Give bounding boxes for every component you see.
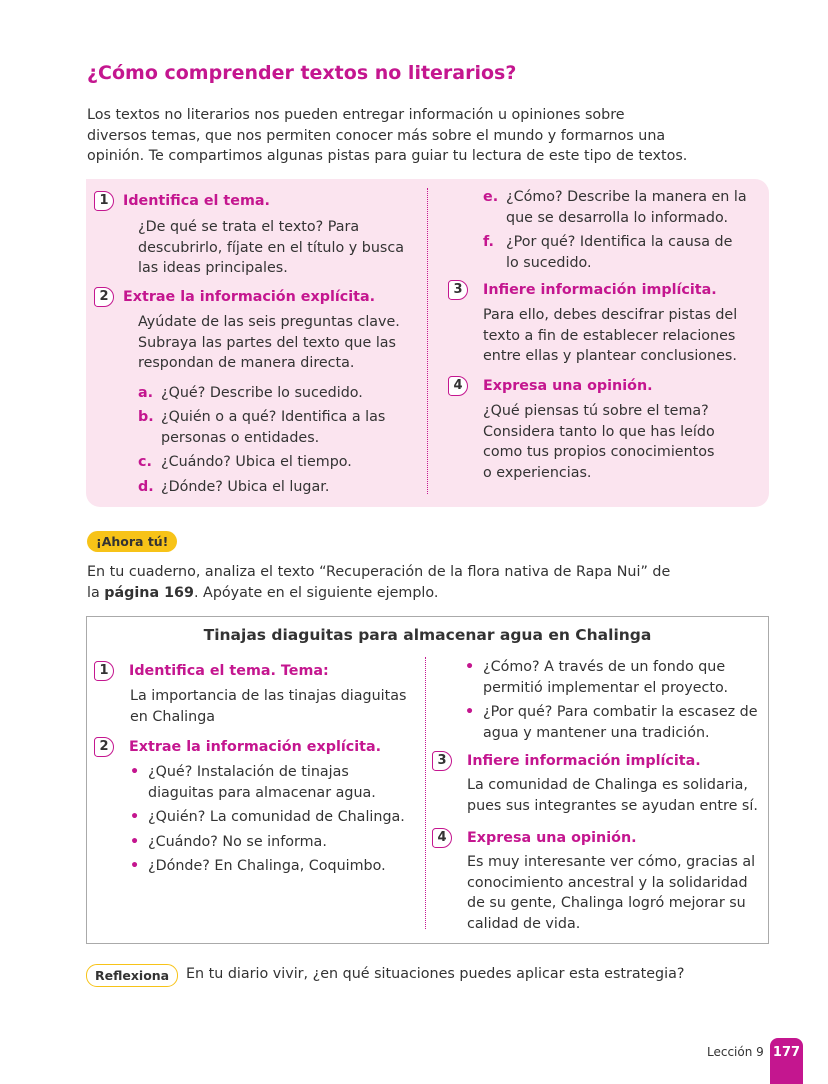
step-number-badge: 2 (94, 287, 114, 307)
step-heading: Expresa una opinión. (467, 829, 637, 846)
example-title: Tinajas diaguitas para almacenar agua en Chalinga (203, 626, 652, 644)
prompt-line (87, 583, 670, 604)
step-text: descubrirlo, fíjate en el título y busca (138, 239, 404, 256)
intro-line: Los textos no literarios nos pueden entregar información u opiniones sobre (87, 107, 625, 123)
step-number-badge: 2 (94, 737, 114, 757)
page-number: 177 (770, 1038, 803, 1084)
item-text: ¿Cómo? Describe la manera en la (506, 189, 747, 205)
question-item (138, 407, 419, 448)
item-letter: a. (138, 384, 154, 401)
guide-step-1 (94, 190, 419, 279)
item-text: ¿Dónde? Ubica el lugar. (161, 478, 330, 495)
step-text: o experiencias. (483, 464, 592, 481)
step-number-badge: 3 (448, 280, 468, 300)
item-text: ¿Por qué? Identifica la causa de (506, 234, 733, 250)
bullet-text: ¿Cómo? A través de un fondo que (483, 659, 726, 675)
item-text: lo sucedido. (506, 254, 592, 271)
item-text: ¿Quién o a qué? Identifica a las (161, 409, 386, 425)
reflexiona-badge: Reflexiona (86, 964, 178, 987)
bullet-text: ¿Dónde? En Chalinga, Coquimbo. (148, 858, 386, 874)
step-heading: Identifica el tema. Tema: (129, 662, 329, 679)
column-divider (427, 188, 428, 494)
example-bullet: • ¿Dónde? En Chalinga, Coquimbo. (130, 856, 419, 877)
example-step-1 (94, 660, 419, 727)
guide-step-2 (94, 286, 419, 497)
item-letter: d. (138, 478, 154, 495)
step-number-badge: 4 (432, 828, 452, 848)
step-text: en Chalinga (130, 708, 216, 725)
lesson-label: Lección 9 (707, 1045, 764, 1059)
bullet-text: ¿Cuándo? No se informa. (148, 833, 327, 850)
question-item (483, 187, 768, 228)
step-heading: Infiere información implícita. (467, 752, 701, 769)
example-step-4 (432, 827, 762, 934)
question-item (483, 232, 768, 273)
item-text: personas o entidades. (161, 429, 320, 446)
step-number-badge: 1 (94, 191, 114, 211)
step-text: La comunidad de Chalinga es solidaria, (467, 777, 748, 793)
step-text: de su gente, Chalinga logró mejorar su (467, 895, 746, 911)
guide-items-continued (483, 187, 768, 273)
step-text: Para ello, debes descifrar pistas del (483, 307, 738, 323)
item-text: que se desarrolla lo informado. (506, 209, 729, 226)
bullet-text: ¿Quién? La comunidad de Chalinga. (148, 809, 405, 825)
example-bullet: • ¿Cuándo? No se informa. (130, 832, 419, 853)
step-text: Subraya las partes del texto que las (138, 334, 397, 351)
step-text: Considera tanto lo que has leído (483, 423, 715, 440)
ahora-tu-badge: ¡Ahora tú! (87, 531, 177, 552)
step-text: La importancia de las tinajas diaguitas (130, 688, 407, 704)
guide-step-3 (448, 279, 763, 367)
example-bullet: • ¿Cómo? A través de un fondo que permitió implementar el proyecto. (465, 657, 765, 698)
intro-paragraph (87, 105, 757, 167)
step-text: como tus propios conocimientos (483, 444, 715, 460)
step-text: las ideas principales. (138, 260, 288, 276)
step-text: Es muy interesante ver cómo, gracias al (467, 854, 756, 870)
example-bullet: • ¿Quién? La comunidad de Chalinga. (130, 807, 419, 828)
item-letter: c. (138, 454, 152, 470)
step-text: calidad de vida. (467, 915, 581, 932)
page-title: ¿Cómo comprender textos no literarios? (87, 62, 517, 84)
bullet-text: ¿Por qué? Para combatir la escasez de (483, 704, 758, 720)
step-number-badge: 3 (432, 751, 452, 771)
bullet-text: agua y mantener una tradición. (483, 724, 710, 741)
step-heading: Infiere información implícita. (483, 281, 717, 298)
guide-step-4 (448, 375, 763, 483)
prompt-text: . Apóyate en el siguiente ejemplo. (193, 585, 439, 601)
step-text: ¿Qué piensas tú sobre el tema? (483, 403, 709, 419)
step-heading: Extrae la información explícita. (123, 288, 376, 305)
item-text: ¿Qué? Describe lo sucedido. (161, 384, 363, 401)
example-bullet: • ¿Por qué? Para combatir la escasez de agua y mantener una tradición. (465, 702, 765, 743)
prompt-line: En tu cuaderno, analiza el texto “Recuperación de la flora nativa de Rapa Nui” de (87, 564, 671, 580)
example-bullets-continued (465, 657, 765, 743)
question-item (138, 477, 419, 498)
page-reference: página 169 (104, 585, 194, 601)
question-item (138, 452, 419, 473)
step-number-badge: 4 (448, 376, 468, 396)
bullet-text: ¿Qué? Instalación de tinajas (148, 764, 349, 780)
intro-line: diversos temas, que nos permiten conocer más sobre el mundo y formarnos una (87, 127, 666, 144)
step-heading: Expresa una opinión. (483, 377, 653, 394)
item-letter: b. (138, 409, 154, 425)
example-step-3 (432, 750, 762, 816)
step-text: entre ellas y plantear conclusiones. (483, 348, 737, 364)
activity-prompt (87, 562, 670, 604)
item-letter: f. (483, 234, 494, 250)
example-step-2 (94, 736, 419, 877)
bullet-text: diaguitas para almacenar agua. (148, 784, 376, 801)
question-item (138, 383, 419, 404)
step-text: ¿De qué se trata el texto? Para (138, 219, 360, 235)
step-text: texto a fin de establecer relaciones (483, 327, 736, 344)
bullet-text: permitió implementar el proyecto. (483, 679, 729, 696)
item-letter: e. (483, 189, 499, 205)
example-column-divider (425, 657, 426, 929)
reflection-question: En tu diario vivir, ¿en qué situaciones puedes aplicar esta estrategia? (186, 966, 685, 982)
step-text: pues sus integrantes se ayudan entre sí. (467, 797, 758, 814)
item-text: ¿Cuándo? Ubica el tiempo. (161, 454, 352, 470)
step-text: Ayúdate de las seis preguntas clave. (138, 314, 400, 330)
intro-line: opinión. Te compartimos algunas pistas para guiar tu lectura de este tipo de textos. (87, 148, 688, 164)
prompt-text: la (87, 585, 105, 601)
step-text: conocimiento ancestral y la solidaridad (467, 874, 748, 891)
step-text: respondan de manera directa. (138, 355, 355, 371)
step-heading: Extrae la información explícita. (129, 738, 382, 755)
step-number-badge: 1 (94, 661, 114, 681)
example-bullet: • ¿Qué? Instalación de tinajas diaguitas para almacenar agua. (130, 762, 419, 803)
step-heading: Identifica el tema. (123, 192, 270, 209)
